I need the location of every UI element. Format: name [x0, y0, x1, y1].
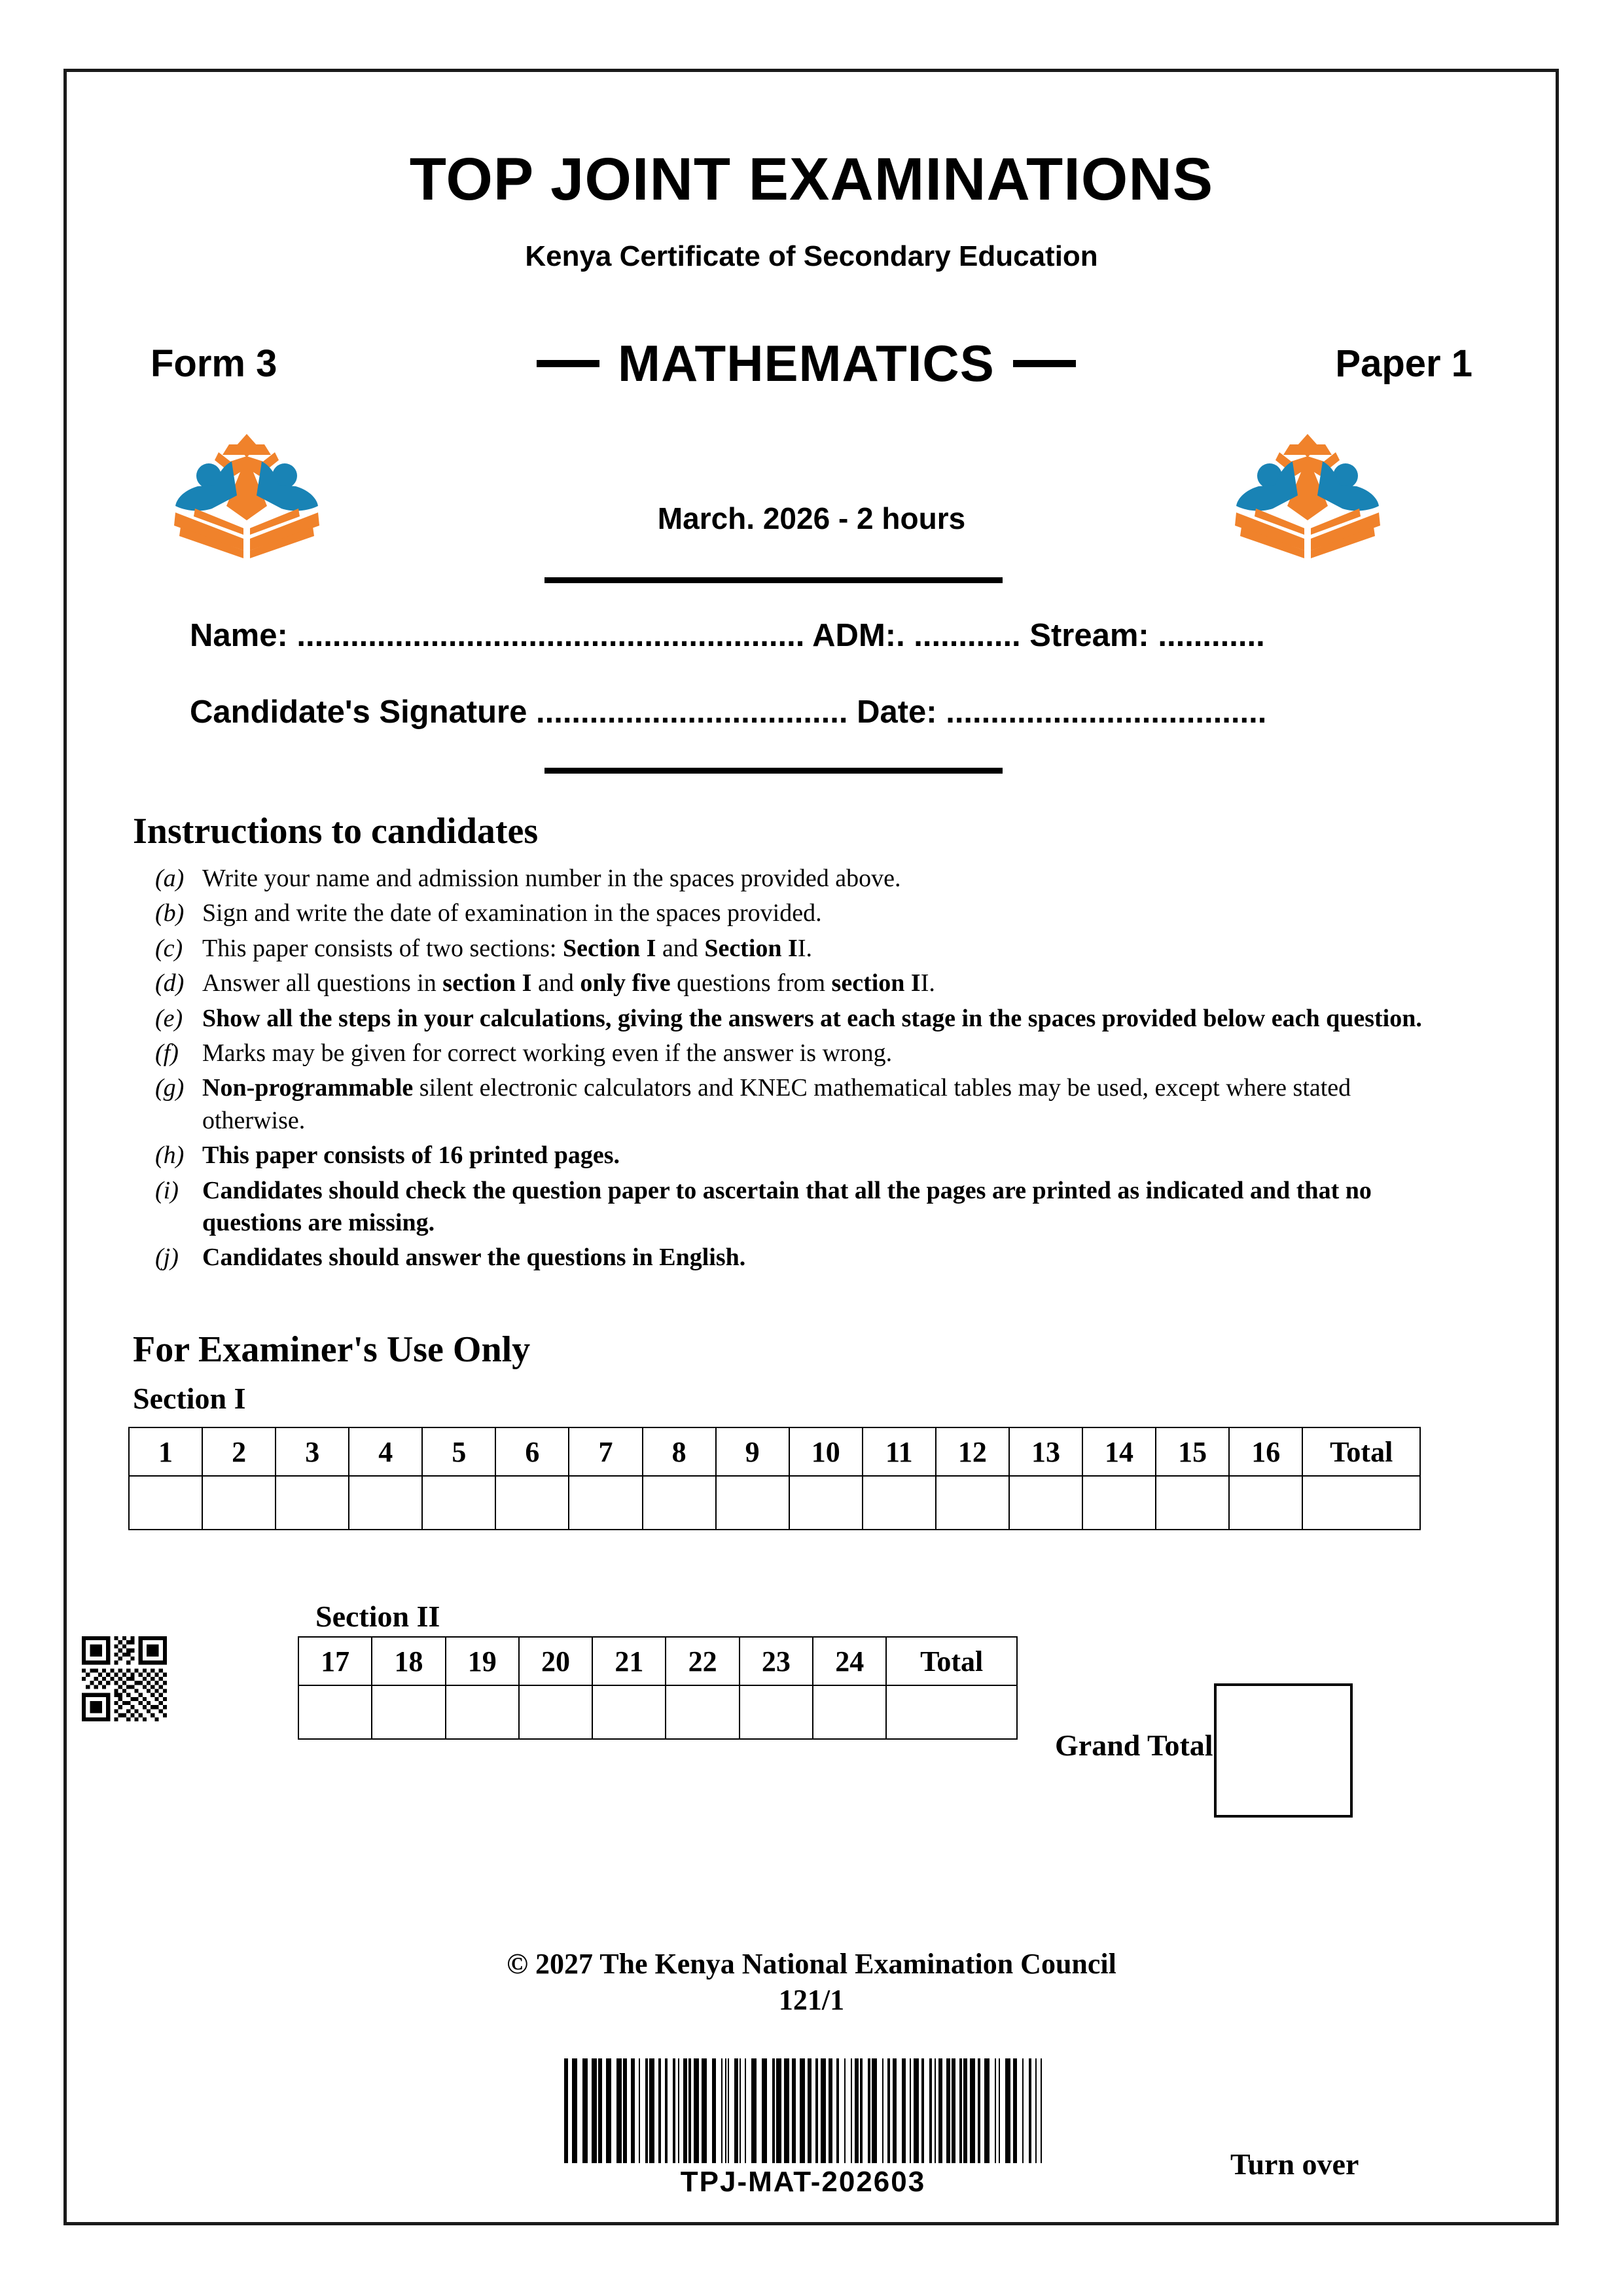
turn-over-label: Turn over [1230, 2147, 1359, 2181]
instruction-marker: (j) [155, 1244, 179, 1272]
form-label: Form 3 [151, 342, 277, 385]
instruction-item [155, 1139, 1431, 1172]
marks-entry-cell[interactable] [298, 1685, 372, 1739]
examiner-heading: For Examiner's Use Only [133, 1329, 531, 1370]
marks-column-header: 10 [789, 1427, 863, 1476]
marks-column-header: 24 [813, 1637, 886, 1685]
instruction-text: Candidates should check the question paper to ascertain that all the pages are printed as indicated and that no questions are missing. [202, 1176, 1372, 1236]
marks-entry-cell[interactable] [276, 1476, 349, 1530]
instruction-item [155, 967, 1431, 999]
subject-center-group [537, 334, 1076, 393]
instruction-marker: (h) [155, 1141, 185, 1170]
instruction-text: Show all the steps in your calculations, giving the answers at each stage in the spaces provided below each question. [202, 1004, 1422, 1032]
grand-total-box[interactable] [1214, 1683, 1353, 1818]
marks-column-header: 17 [298, 1637, 372, 1685]
instruction-marker: (f) [155, 1039, 179, 1067]
instruction-marker: (i) [155, 1176, 179, 1204]
instruction-text: Sign and write the date of examination in the spaces provided. [202, 899, 822, 927]
instruction-text: Marks may be given for correct working even if the answer is wrong. [202, 1039, 893, 1067]
marks-total-header: Total [886, 1637, 1017, 1685]
page-title: TOP JOINT EXAMINATIONS [409, 146, 1214, 213]
marks-entry-cell[interactable] [740, 1685, 813, 1739]
marks-column-header: 12 [936, 1427, 1009, 1476]
school-logo-icon [1232, 422, 1383, 563]
marks-column-header: 9 [716, 1427, 789, 1476]
section-two-marks-table[interactable] [298, 1636, 1018, 1740]
marks-entry-cell[interactable] [372, 1685, 445, 1739]
instruction-text: Answer all questions in section I and only five questions from section II. [202, 969, 935, 997]
instruction-item [155, 897, 1431, 929]
copyright-notice: © 2027 The Kenya National Examination Council [507, 1948, 1116, 1980]
marks-entry-cell[interactable] [569, 1476, 642, 1530]
marks-entry-cell[interactable] [446, 1685, 519, 1739]
instruction-text: Non-programmable silent electronic calculators and KNEC mathematical tables may be used, except where stated otherwise. [202, 1074, 1351, 1134]
marks-entry-cell[interactable] [936, 1476, 1009, 1530]
marks-entry-cell[interactable] [813, 1685, 886, 1739]
instruction-marker: (a) [155, 865, 185, 892]
marks-column-header: 23 [740, 1637, 813, 1685]
instruction-text: This paper consists of 16 printed pages. [202, 1141, 620, 1170]
divider-rule-bottom [544, 768, 1003, 774]
marks-entry-cell[interactable] [1082, 1476, 1156, 1530]
marks-total-header: Total [1302, 1427, 1420, 1476]
section-one-label: Section I [133, 1382, 246, 1415]
marks-column-header: 1 [129, 1427, 202, 1476]
instructions-heading: Instructions to candidates [133, 811, 539, 852]
barcode-block [564, 2058, 1042, 2198]
marks-column-header: 13 [1009, 1427, 1082, 1476]
instruction-item [155, 1003, 1431, 1035]
paper-code: 121/1 [778, 1984, 845, 2016]
section-one-marks-table[interactable] [128, 1427, 1421, 1530]
marks-column-header: 7 [569, 1427, 642, 1476]
instruction-marker: (d) [155, 969, 185, 997]
marks-column-header: 15 [1156, 1427, 1229, 1476]
instruction-marker: (c) [155, 934, 183, 962]
marks-column-header: 14 [1082, 1427, 1156, 1476]
barcode-text: TPJ-MAT-202603 [680, 2166, 926, 2198]
marks-column-header: 2 [202, 1427, 276, 1476]
subject-row [151, 327, 1472, 399]
marks-column-header: 3 [276, 1427, 349, 1476]
marks-entry-cell[interactable] [643, 1476, 716, 1530]
marks-column-header: 11 [863, 1427, 936, 1476]
instructions-list [155, 863, 1431, 1277]
marks-entry-cell[interactable] [1009, 1476, 1082, 1530]
school-logo-icon [171, 422, 322, 563]
instruction-item [155, 1175, 1431, 1240]
marks-column-header: 8 [643, 1427, 716, 1476]
marks-column-header: 4 [349, 1427, 422, 1476]
instruction-item [155, 1242, 1431, 1274]
instruction-item [155, 863, 1431, 895]
marks-entry-cell[interactable] [1156, 1476, 1229, 1530]
instruction-item [155, 933, 1431, 965]
instruction-item [155, 1072, 1431, 1137]
marks-column-header: 19 [446, 1637, 519, 1685]
marks-entry-cell[interactable] [1229, 1476, 1302, 1530]
marks-column-header: 22 [666, 1637, 739, 1685]
section-two-label: Section II [315, 1600, 440, 1633]
marks-entry-cell[interactable] [129, 1476, 202, 1530]
qr-code-icon [82, 1636, 167, 1721]
dash-left-decoration [537, 360, 599, 367]
marks-entry-cell[interactable] [716, 1476, 789, 1530]
marks-entry-cell[interactable] [789, 1476, 863, 1530]
marks-entry-cell[interactable] [519, 1685, 592, 1739]
marks-entry-cell[interactable] [666, 1685, 739, 1739]
marks-column-header: 6 [495, 1427, 569, 1476]
marks-entry-cell[interactable] [422, 1476, 495, 1530]
instruction-marker: (b) [155, 899, 185, 927]
divider-rule-top [544, 577, 1003, 583]
marks-entry-cell[interactable] [592, 1685, 666, 1739]
candidate-signature-field[interactable]: Candidate's Signature ................................... Date: .................................... [190, 694, 1267, 730]
exam-subtitle: Kenya Certificate of Secondary Education [525, 240, 1098, 272]
marks-total-cell[interactable] [1302, 1476, 1420, 1530]
marks-total-cell[interactable] [886, 1685, 1017, 1739]
marks-column-header: 16 [1229, 1427, 1302, 1476]
marks-column-header: 20 [519, 1637, 592, 1685]
instruction-marker: (g) [155, 1074, 185, 1102]
marks-column-header: 5 [422, 1427, 495, 1476]
instruction-text: Write your name and admission number in the spaces provided above. [202, 865, 901, 892]
candidate-name-field[interactable]: Name: ......................................................... ADM:. ............ Stream: ............ [190, 618, 1265, 653]
instruction-marker: (e) [155, 1004, 183, 1032]
grand-total-label: Grand Total [1055, 1729, 1213, 1762]
marks-column-header: 18 [372, 1637, 445, 1685]
instruction-item [155, 1037, 1431, 1069]
barcode-icon [564, 2058, 1042, 2163]
marks-entry-cell[interactable] [202, 1476, 276, 1530]
dash-right-decoration [1013, 360, 1076, 367]
instruction-text: This paper consists of two sections: Section I and Section II. [202, 934, 812, 962]
marks-entry-cell[interactable] [495, 1476, 569, 1530]
paper-label: Paper 1 [1335, 342, 1472, 385]
marks-entry-cell[interactable] [349, 1476, 422, 1530]
marks-column-header: 21 [592, 1637, 666, 1685]
marks-entry-cell[interactable] [863, 1476, 936, 1530]
exam-datetime: March. 2026 - 2 hours [657, 501, 966, 535]
subject-name: MATHEMATICS [618, 334, 995, 392]
instruction-text: Candidates should answer the questions in English. [202, 1244, 746, 1272]
